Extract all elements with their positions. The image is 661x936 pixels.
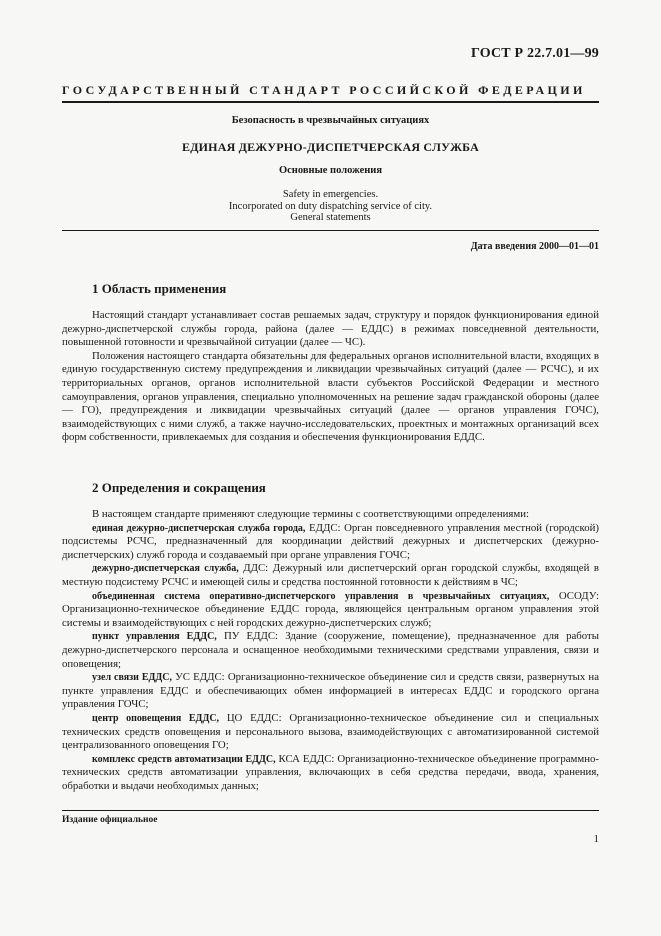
section-2-body <box>62 508 599 793</box>
definition-term: узел связи ЕДДС, <box>92 672 173 684</box>
definition-item <box>62 590 599 631</box>
section-2-heading: 2 Определения и сокращения <box>92 480 266 495</box>
definition-term: дежурно-диспетчерская служба, <box>92 563 239 575</box>
page-number: 1 <box>593 833 599 845</box>
english-title <box>62 189 599 224</box>
definition-item <box>62 753 599 794</box>
definition-text: ЕДДС: Орган повседневного управления местной (городской) подсистемы РСЧС, предназначенный для координации действий дежурных и диспетчерских (дежурно-диспетчерских) служб города и создаваемый при органе управления ГОЧС; <box>62 521 599 561</box>
definition-item <box>62 671 599 712</box>
definition-item <box>62 712 599 753</box>
section-1-paragraph-1: Настоящий стандарт устанавливает состав решаемых задач, структуру и порядок функционирования единой дежурно-диспетчерской службы города, района (далее — ЕДДС) в режимах повседневной деятельности, повышенной готовности и чрезвычайной ситуации (далее — ЧС). <box>62 309 599 349</box>
definition-text: ДДС: Дежурный или диспетчерский орган городской службы, входящей в местную подсистему РСЧС и имеющей силы и средства постоянной готовности к действиям в ЧС; <box>62 562 599 588</box>
footer-rule <box>62 810 599 811</box>
definition-text: ПУ ЕДДС: Здание (сооружение, помещение), предназначенное для работы дежурно-диспетчерского персонала и оснащенное необходимыми техническими средствами управления, связи и оповещения; <box>62 630 599 670</box>
section-1-heading: 1 Область применения <box>92 281 227 296</box>
definition-item <box>62 562 599 589</box>
title-rule <box>62 230 599 231</box>
document-subtitle: Основные положения <box>278 165 383 176</box>
definition-term: объединенная система оперативно-диспетчерского управления в чрезвычайных ситуациях, <box>92 590 550 602</box>
definition-text: ЦО ЕДДС: Организационно-техническое объединение сил и специальных технических средств оповещения и персонального вызова, взаимодействующих с автоматизированной системой централизованного оповещения ГО; <box>62 711 599 752</box>
introduction-date: Дата введения 2000—01—01 <box>470 241 599 252</box>
document-title: ЕДИНАЯ ДЕЖУРНО-ДИСПЕТЧЕРСКАЯ СЛУЖБА <box>181 140 480 154</box>
edition-note: Издание официальное <box>62 815 158 825</box>
english-title-line-2: Incorporated on duty dispatching service of city. <box>228 200 433 212</box>
definition-item <box>62 630 599 671</box>
definition-text: ОСОДУ: Организационно-техническое объединение ЕДДС города, являющейся центральным органом управления этой системы и взаимодействующих с ней городских дежурно-диспетчерских служб; <box>62 589 599 629</box>
definition-term: комплекс средств автоматизации ЕДДС, <box>92 753 276 765</box>
definition-term: центр оповещения ЕДДС, <box>92 712 220 724</box>
english-title-line-1: Safety in emergencies. <box>282 189 379 200</box>
definition-text: КСА ЕДДС: Организационно-техническое объединение программно-технических средств автоматизации управления, включающих в себя средства передачи, ввода, хранения, обработки и выдачи необходимых данных; <box>62 752 599 792</box>
section-1-paragraph-2: Положения настоящего стандарта обязательны для федеральных органов исполнительной власти, входящих в единую государственную систему предупреждения и ликвидации чрезвычайных ситуаций (далее — РСЧС), и их территориальных органов, органов исполнительной власти субъектов Российской Федерации и местного самоуправления, органов управления, специально уполномоченных на решение задач гражданской обороны (далее — ГО), предупреждения и ликвидации чрезвычайных ситуаций (далее — органов управления ГОЧС), взаимодействующих с ними служб, а также научно-исследовательских, проектных и монтажных организаций всех форм собственности, привлекаемых для создания и обеспечения функционирования ЕДДС. <box>62 349 599 444</box>
definition-term: пункт управления ЕДДС, <box>92 631 217 643</box>
definition-item <box>62 522 599 563</box>
document-number: ГОСТ Р 22.7.01—99 <box>470 46 599 61</box>
definition-term: единая дежурно-диспетчерская служба города, <box>92 522 306 534</box>
section-1-body <box>62 309 599 445</box>
definition-text: УС ЕДДС: Организационно-техническое объединение сил и средств связи, развернутых на пункте управления ЕДДС и обеспечивающих обмен информацией в интересах ЕДДС и городского органа управления ГОЧС; <box>62 671 599 711</box>
standard-series: Безопасность в чрезвычайных ситуациях <box>231 115 430 126</box>
english-title-line-3: General statements <box>290 212 371 223</box>
state-standard-heading: ГОСУДАРСТВЕННЫЙ СТАНДАРТ РОССИЙСКОЙ ФЕДЕРАЦИИ <box>62 83 586 97</box>
section-2-intro: В настоящем стандарте применяют следующие термины с соответствующими определениями: <box>92 508 529 520</box>
header-rule <box>62 101 599 103</box>
